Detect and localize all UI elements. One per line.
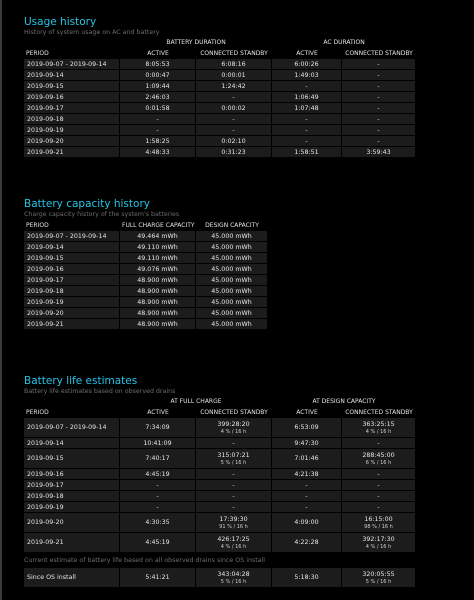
- full-charge-cell: 48.900 mWh: [120, 286, 196, 296]
- full-active-cell: 4:45:19: [120, 533, 196, 552]
- table-row: [24, 449, 416, 468]
- column-header: ACTIVE: [296, 49, 318, 57]
- life-estimates-table: [24, 396, 416, 553]
- full-charge-header: AT FULL CHARGE: [170, 398, 222, 405]
- full-charge-cell: 48.900 mWh: [120, 308, 196, 318]
- table-row: [24, 81, 416, 91]
- ac-standby-cell: -: [342, 103, 416, 113]
- battery-standby-cell: -: [196, 125, 272, 135]
- ac-standby-cell: -: [342, 92, 416, 102]
- battery-active-cell: 0:00:47: [120, 70, 196, 80]
- design-standby-cell-value: 392:17:30: [362, 535, 395, 543]
- column-header: PERIOD: [26, 408, 49, 416]
- column-header: CONNECTED STANDBY: [200, 408, 268, 416]
- ac-active-cell: 1:07:48: [272, 103, 342, 113]
- full-standby-cell: [196, 449, 272, 468]
- period-cell: 2019-09-15: [24, 253, 120, 263]
- design-standby-cell-percent: 4 % / 16 h: [365, 543, 392, 550]
- full-standby-cell-percent: 4 % / 16 h: [220, 543, 247, 550]
- full-standby-cell: [196, 513, 272, 532]
- ac-duration-header: AC DURATION: [323, 39, 365, 46]
- table-row: [24, 418, 416, 437]
- ac-standby-cell: -: [342, 81, 416, 91]
- battery-standby-cell: 0:00:02: [196, 103, 272, 113]
- period-cell: 2019-09-15: [24, 449, 120, 468]
- column-header: ACTIVE: [147, 408, 169, 416]
- full-standby-cell-value: 17:39:30: [219, 515, 248, 523]
- full-standby-cell: -: [196, 491, 272, 501]
- table-row: [24, 286, 268, 296]
- design-capacity-cell: 45.000 mWh: [196, 275, 268, 285]
- table-row: [24, 242, 268, 252]
- battery-standby-cell: 6:08:16: [196, 59, 272, 69]
- full-active-cell: -: [120, 502, 196, 512]
- period-cell: 2019-09-19: [24, 502, 120, 512]
- full-charge-cell: 49.464 mWh: [120, 231, 196, 241]
- ac-active-cell: -: [272, 81, 342, 91]
- table-row: [24, 491, 416, 501]
- period-cell: 2019-09-07 - 2019-09-14: [24, 59, 120, 69]
- design-standby-cell: -: [342, 491, 416, 501]
- full-standby-cell-value: 315:07:21: [217, 451, 250, 459]
- period-cell: 2019-09-16: [24, 469, 120, 479]
- design-standby-cell-percent: 5 % / 16 h: [365, 578, 392, 585]
- life-estimates-title: Battery life estimates: [24, 375, 138, 387]
- battery-standby-cell: -: [196, 92, 272, 102]
- design-standby-cell: [342, 513, 416, 532]
- capacity-history-section: [24, 198, 268, 330]
- design-active-cell: 9:47:30: [272, 438, 342, 448]
- design-active-cell: -: [272, 491, 342, 501]
- column-header: ACTIVE: [296, 408, 318, 416]
- design-standby-cell: [342, 533, 416, 552]
- full-charge-cell: 49.110 mWh: [120, 242, 196, 252]
- table-row: [24, 297, 268, 307]
- ac-standby-cell: -: [342, 136, 416, 146]
- table-row: [24, 253, 268, 263]
- capacity-history-table: [24, 219, 268, 330]
- os-install-note: Current estimate of battery life based on all observed drains since OS install: [24, 557, 266, 564]
- full-active-cell: -: [120, 480, 196, 490]
- ac-standby-cell: 3:59:43: [342, 147, 416, 157]
- design-standby-cell: [342, 568, 416, 587]
- table-row: [24, 147, 416, 157]
- battery-standby-cell: -: [196, 114, 272, 124]
- battery-standby-cell: 0:02:10: [196, 136, 272, 146]
- full-standby-cell: -: [196, 469, 272, 479]
- period-cell: 2019-09-18: [24, 491, 120, 501]
- design-standby-cell-percent: 98 % / 16 h: [364, 523, 393, 530]
- life-estimates-section: [24, 375, 416, 588]
- capacity-history-title: Battery capacity history: [24, 198, 150, 210]
- full-standby-cell: -: [196, 438, 272, 448]
- design-active-cell: 7:01:46: [272, 449, 342, 468]
- period-cell: 2019-09-19: [24, 297, 120, 307]
- capacity-history-subtitle: Charge capacity history of the system's batteries: [24, 211, 180, 218]
- battery-active-cell: 2:46:03: [120, 92, 196, 102]
- table-row: [24, 103, 416, 113]
- design-capacity-cell: 45.000 mWh: [196, 264, 268, 274]
- full-standby-cell-percent: 91 % / 16 h: [219, 523, 248, 530]
- design-active-cell: 6:53:09: [272, 418, 342, 437]
- usage-history-subtitle: History of system usage on AC and battery: [24, 29, 160, 36]
- full-charge-cell: 48.900 mWh: [120, 319, 196, 329]
- full-active-cell: 4:30:35: [120, 513, 196, 532]
- ac-active-cell: 1:06:49: [272, 92, 342, 102]
- column-header: CONNECTED STANDBY: [345, 49, 413, 57]
- period-cell: 2019-09-20: [24, 136, 120, 146]
- design-standby-cell: [342, 449, 416, 468]
- battery-active-cell: 0:01:58: [120, 103, 196, 113]
- period-cell: 2019-09-17: [24, 480, 120, 490]
- period-cell: 2019-09-18: [24, 286, 120, 296]
- design-active-cell: 5:18:30: [272, 568, 342, 587]
- battery-duration-header: BATTERY DURATION: [166, 39, 226, 46]
- table-row: [24, 533, 416, 552]
- full-standby-cell-value: 426:17:25: [217, 535, 250, 543]
- period-cell: 2019-09-16: [24, 264, 120, 274]
- design-standby-cell: -: [342, 480, 416, 490]
- design-capacity-cell: 45.000 mWh: [196, 319, 268, 329]
- battery-active-cell: 1:09:44: [120, 81, 196, 91]
- full-standby-cell: -: [196, 502, 272, 512]
- table-row: [24, 114, 416, 124]
- full-charge-cell: 49.076 mWh: [120, 264, 196, 274]
- table-row: [24, 231, 268, 241]
- period-cell: 2019-09-14: [24, 70, 120, 80]
- life-estimates-subtitle: Battery life estimates based on observed drains: [24, 388, 176, 395]
- full-standby-cell-value: 399:28:20: [217, 420, 250, 428]
- battery-standby-cell: 0:00:01: [196, 70, 272, 80]
- period-cell: 2019-09-19: [24, 125, 120, 135]
- table-row: [24, 568, 416, 587]
- period-cell: 2019-09-07 - 2019-09-14: [24, 231, 120, 241]
- table-row: [24, 319, 268, 329]
- design-capacity-cell: 45.000 mWh: [196, 286, 268, 296]
- design-standby-cell-value: 320:05:55: [362, 570, 395, 578]
- design-active-cell: -: [272, 480, 342, 490]
- os-install-table: [24, 567, 416, 588]
- column-header: ACTIVE: [147, 49, 169, 57]
- table-row: [24, 469, 416, 479]
- design-active-cell: -: [272, 502, 342, 512]
- ac-active-cell: 6:00:26: [272, 59, 342, 69]
- full-standby-cell: [196, 418, 272, 437]
- design-standby-cell-percent: 6 % / 16 h: [365, 459, 392, 466]
- battery-active-cell: 8:05:53: [120, 59, 196, 69]
- full-active-cell: 7:40:17: [120, 449, 196, 468]
- full-standby-cell: [196, 533, 272, 552]
- battery-standby-cell: 1:24:42: [196, 81, 272, 91]
- period-cell: 2019-09-07 - 2019-09-14: [24, 418, 120, 437]
- battery-active-cell: 1:58:25: [120, 136, 196, 146]
- design-active-cell: 4:21:38: [272, 469, 342, 479]
- design-capacity-cell: 45.000 mWh: [196, 253, 268, 263]
- full-charge-cell: 49.110 mWh: [120, 253, 196, 263]
- table-row: [24, 480, 416, 490]
- ac-active-cell: 1:49:03: [272, 70, 342, 80]
- design-capacity-header: AT DESIGN CAPACITY: [312, 398, 376, 405]
- design-standby-cell: -: [342, 469, 416, 479]
- period-cell: Since OS install: [24, 568, 120, 587]
- full-standby-cell-percent: 5 % / 16 h: [220, 459, 247, 466]
- table-row: [24, 438, 416, 448]
- period-cell: 2019-09-18: [24, 114, 120, 124]
- column-header: PERIOD: [26, 221, 49, 229]
- design-standby-cell: -: [342, 502, 416, 512]
- full-standby-cell-value: 343:04:28: [217, 570, 250, 578]
- full-active-cell: 10:41:09: [120, 438, 196, 448]
- ac-active-cell: -: [272, 136, 342, 146]
- ac-active-cell: -: [272, 125, 342, 135]
- full-active-cell: 4:45:19: [120, 469, 196, 479]
- ac-standby-cell: -: [342, 125, 416, 135]
- full-active-cell: -: [120, 491, 196, 501]
- period-cell: 2019-09-17: [24, 275, 120, 285]
- table-row: [24, 308, 268, 318]
- design-standby-cell-percent: 4 % / 16 h: [365, 428, 392, 435]
- design-standby-cell-value: 363:25:15: [362, 420, 395, 428]
- usage-history-table: [24, 37, 416, 158]
- battery-active-cell: 4:48:33: [120, 147, 196, 157]
- column-header: PERIOD: [26, 49, 49, 57]
- ac-active-cell: 1:58:51: [272, 147, 342, 157]
- design-capacity-cell: 45.000 mWh: [196, 231, 268, 241]
- usage-history-section: [24, 16, 416, 158]
- table-row: [24, 125, 416, 135]
- period-cell: 2019-09-17: [24, 103, 120, 113]
- period-cell: 2019-09-14: [24, 438, 120, 448]
- table-row: [24, 275, 268, 285]
- ac-active-cell: -: [272, 114, 342, 124]
- battery-standby-cell: 0:31:23: [196, 147, 272, 157]
- full-standby-cell-percent: 5 % / 16 h: [220, 578, 247, 585]
- table-row: [24, 136, 416, 146]
- period-cell: 2019-09-21: [24, 533, 120, 552]
- full-active-cell: 5:41:21: [120, 568, 196, 587]
- period-cell: 2019-09-21: [24, 147, 120, 157]
- period-cell: 2019-09-21: [24, 319, 120, 329]
- design-standby-cell-value: 288:45:00: [362, 451, 395, 459]
- table-row: [24, 92, 416, 102]
- battery-active-cell: -: [120, 125, 196, 135]
- ac-standby-cell: -: [342, 114, 416, 124]
- column-header: FULL CHARGE CAPACITY: [122, 221, 195, 229]
- full-standby-cell: -: [196, 480, 272, 490]
- design-standby-cell: [342, 418, 416, 437]
- full-standby-cell: [196, 568, 272, 587]
- ac-standby-cell: -: [342, 59, 416, 69]
- design-capacity-cell: 45.000 mWh: [196, 242, 268, 252]
- period-cell: 2019-09-15: [24, 81, 120, 91]
- battery-active-cell: -: [120, 114, 196, 124]
- full-charge-cell: 48.900 mWh: [120, 275, 196, 285]
- design-active-cell: 4:09:00: [272, 513, 342, 532]
- table-row: [24, 70, 416, 80]
- table-row: [24, 513, 416, 532]
- full-active-cell: 7:34:09: [120, 418, 196, 437]
- table-row: [24, 59, 416, 69]
- design-active-cell: 4:22:28: [272, 533, 342, 552]
- column-header: CONNECTED STANDBY: [200, 49, 268, 57]
- design-capacity-cell: 45.000 mWh: [196, 308, 268, 318]
- design-capacity-cell: 45.000 mWh: [196, 297, 268, 307]
- table-row: [24, 502, 416, 512]
- full-standby-cell-percent: 4 % / 16 h: [220, 428, 247, 435]
- period-cell: 2019-09-20: [24, 513, 120, 532]
- column-header: DESIGN CAPACITY: [205, 221, 259, 229]
- table-row: [24, 264, 268, 274]
- period-cell: 2019-09-20: [24, 308, 120, 318]
- period-cell: 2019-09-14: [24, 242, 120, 252]
- usage-history-title: Usage history: [24, 16, 97, 28]
- column-header: CONNECTED STANDBY: [345, 408, 413, 416]
- design-standby-cell: -: [342, 438, 416, 448]
- design-standby-cell-value: 16:15:00: [364, 515, 393, 523]
- period-cell: 2019-09-16: [24, 92, 120, 102]
- full-charge-cell: 48.900 mWh: [120, 297, 196, 307]
- ac-standby-cell: -: [342, 70, 416, 80]
